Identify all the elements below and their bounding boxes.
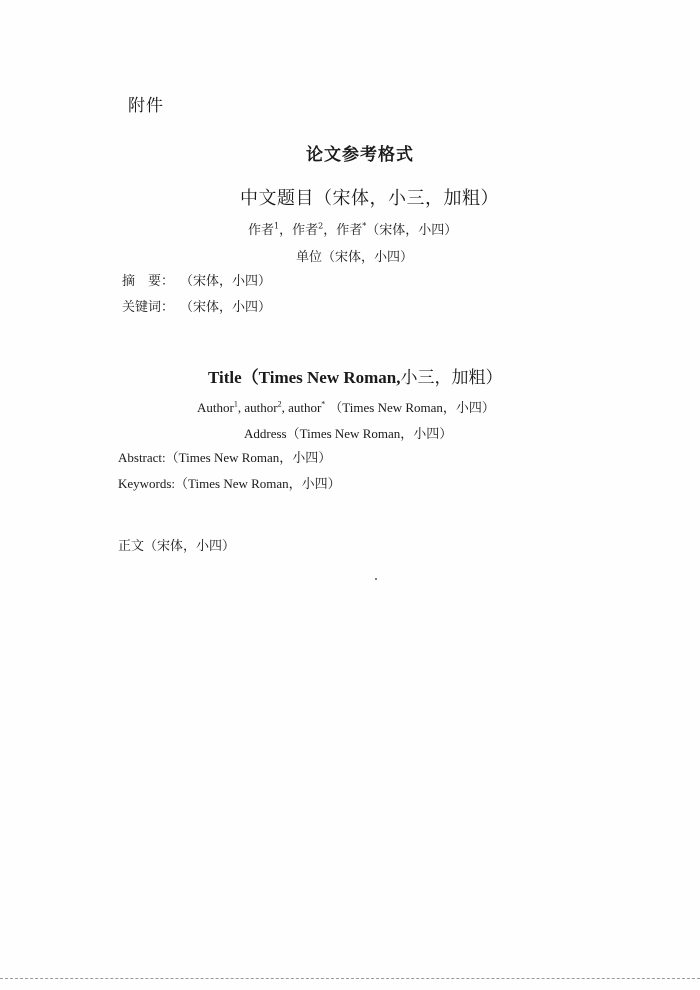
- keywords-format-note: （Times New Roman，小四）: [175, 476, 341, 491]
- scan-edge-line: [0, 978, 700, 979]
- english-abstract-line: [118, 447, 331, 466]
- english-keywords-line: [118, 473, 341, 492]
- author-superscript: *: [362, 221, 367, 231]
- chinese-abstract-line: [122, 270, 271, 289]
- keywords-label: 关键词：: [122, 300, 175, 315]
- author-name: 作者: [336, 223, 363, 238]
- chinese-authors-line: [248, 219, 457, 238]
- scan-speck: [375, 578, 377, 580]
- english-authors-line: [197, 397, 495, 416]
- chinese-title-format: 中文题目（宋体，小三，加粗）: [240, 188, 499, 209]
- abstract-format-note: （Times New Roman，小四）: [165, 450, 332, 465]
- author-superscript: 1: [233, 399, 238, 409]
- attachment-label: 附件: [128, 96, 164, 116]
- keywords-format-note: （宋体，小四）: [180, 300, 272, 315]
- author-name: , author: [237, 400, 278, 415]
- author-superscript: 2: [277, 399, 282, 409]
- chinese-keywords-line: [122, 296, 271, 315]
- authors-format-note: （Times New Roman，小四）: [329, 400, 495, 415]
- english-address: Address（Times New Roman，小四）: [244, 426, 453, 441]
- abstract-label: 摘 要：: [122, 274, 175, 289]
- author-name: Author: [197, 400, 234, 415]
- author-name: 作者: [292, 223, 319, 238]
- english-title-format: [208, 363, 503, 388]
- author-superscript: 2: [318, 221, 324, 231]
- body-text-format: 正文（宋体，小四）: [118, 539, 236, 554]
- separator: ，: [279, 223, 293, 238]
- abstract-format-note: （宋体，小四）: [180, 274, 272, 289]
- chinese-affiliation: 单位（宋体，小四）: [296, 250, 414, 265]
- english-title-font-note: （Times New Roman,: [241, 368, 401, 387]
- english-title-style-note: 小三，加粗）: [400, 368, 503, 388]
- separator: ，: [323, 223, 337, 238]
- keywords-label: Keywords:: [118, 476, 176, 491]
- author-name: 作者: [248, 223, 275, 238]
- author-name: , author: [281, 400, 322, 415]
- page-title: 论文参考格式: [306, 145, 414, 165]
- abstract-label: Abstract:: [118, 450, 166, 465]
- english-title-word: Title: [208, 368, 242, 387]
- author-superscript: *: [321, 399, 326, 409]
- authors-format-note: （宋体，小四）: [366, 223, 458, 238]
- author-superscript: 1: [274, 221, 280, 231]
